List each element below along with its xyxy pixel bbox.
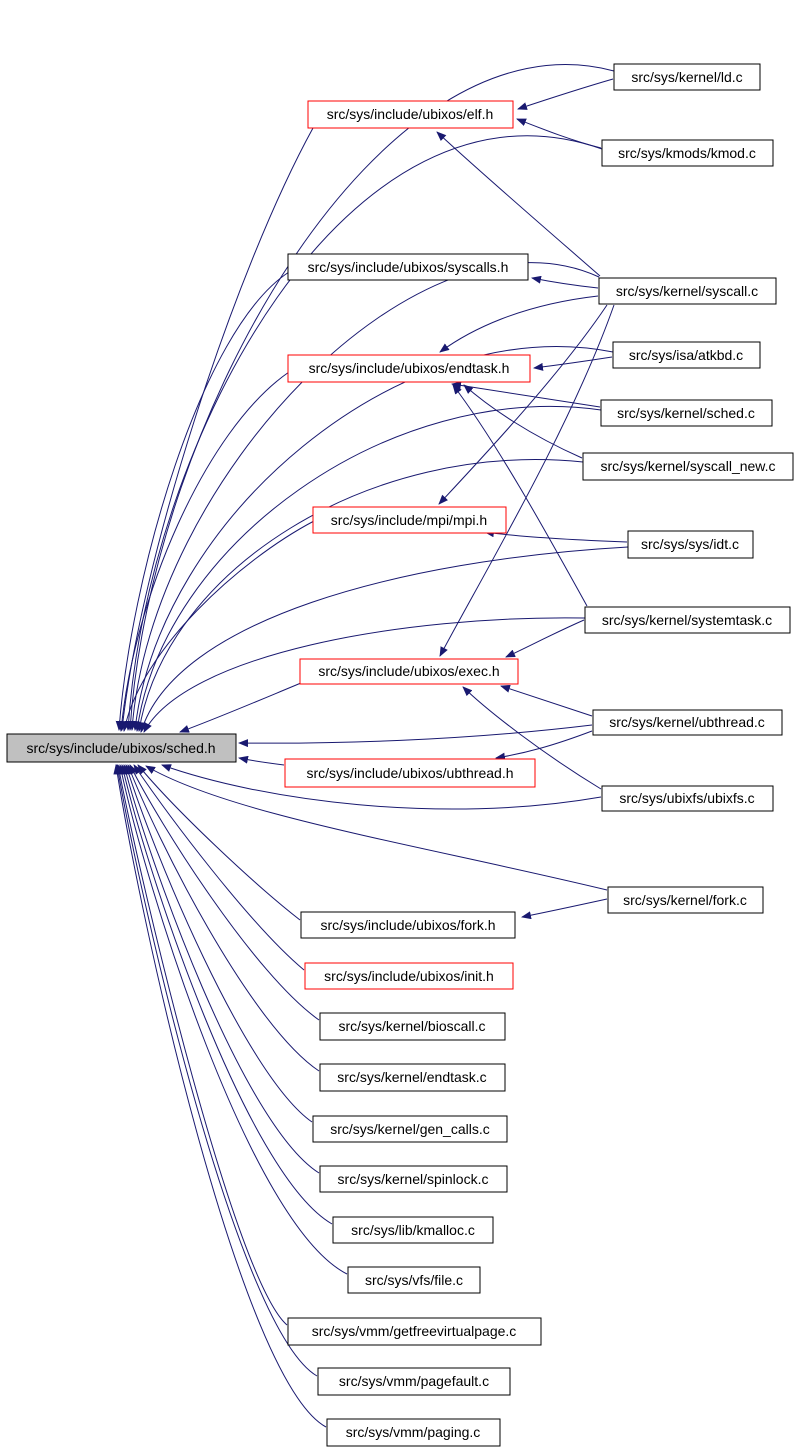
node-kmod-c[interactable] <box>602 140 773 166</box>
edge-ldc-to-elfh <box>518 79 613 109</box>
node-label: src/sys/kernel/ubthread.c <box>609 714 765 730</box>
node-label: src/sys/kernel/syscall.c <box>615 283 759 299</box>
edge-atkbdc-to-endtaskh <box>534 357 612 368</box>
node-syscall-new-c[interactable] <box>583 453 793 480</box>
edge-spinlockc-to-schedh <box>124 765 319 1173</box>
edge-kmodc-to-schedh <box>128 136 602 730</box>
node-label: src/sys/ubixfs/ubixfs.c <box>619 790 755 806</box>
node-endtask-c[interactable] <box>320 1064 505 1091</box>
node-label: src/sys/kernel/bioscall.c <box>338 1018 486 1034</box>
node-bioscall-c[interactable] <box>320 1013 505 1040</box>
edge-ubthreadc-to-exech <box>501 686 592 716</box>
node-label: src/sys/include/ubixos/syscalls.h <box>307 259 509 275</box>
node-endtask-h[interactable] <box>288 355 530 382</box>
edge-exech-to-schedh <box>180 683 301 732</box>
node-label: src/sys/kmods/kmod.c <box>618 145 756 161</box>
node-sched-h-main[interactable] <box>7 734 236 762</box>
edge-endtaskc-to-schedh <box>128 765 319 1071</box>
node-label: src/sys/include/ubixos/init.h <box>324 968 494 984</box>
node-label: src/sys/sys/idt.c <box>640 536 740 552</box>
edge-syscallnewc-to-schedh <box>139 460 583 731</box>
node-label: src/sys/kernel/sched.c <box>617 405 755 421</box>
node-ubixfs-c[interactable] <box>602 786 773 811</box>
edge-ubthreadc-to-ubthreadh <box>496 731 592 758</box>
node-atkbd-c[interactable] <box>613 342 760 368</box>
node-init-h[interactable] <box>305 963 513 989</box>
edge-ubthreadh-to-schedh <box>239 758 284 765</box>
node-label: src/sys/kernel/endtask.c <box>337 1069 487 1085</box>
node-file-c[interactable] <box>348 1267 480 1293</box>
edge-forkc-to-forkh <box>522 899 607 917</box>
node-label: src/sys/include/ubixos/exec.h <box>318 663 500 679</box>
edge-kmodc-to-elfh <box>517 119 601 148</box>
node-label: src/sys/vmm/paging.c <box>345 1424 481 1440</box>
node-pagefault-c[interactable] <box>318 1368 510 1395</box>
node-label: src/sys/include/mpi/mpi.h <box>330 512 488 528</box>
edge-syscallc-to-syscallsh <box>532 278 598 288</box>
node-ubthread-h[interactable] <box>285 759 535 787</box>
node-label: src/sys/isa/atkbd.c <box>628 347 744 363</box>
node-sched-c[interactable] <box>601 400 772 426</box>
edge-syscallsh-to-schedh <box>119 272 289 730</box>
node-kmalloc-c[interactable] <box>333 1217 493 1243</box>
node-label: src/sys/kernel/gen_calls.c <box>330 1121 490 1137</box>
node-label: src/sys/vfs/file.c <box>364 1272 464 1288</box>
node-label: src/sys/kernel/fork.c <box>623 892 747 908</box>
node-label: src/sys/include/ubixos/fork.h <box>320 917 496 933</box>
edge-syscallc-to-endtaskh <box>440 296 598 352</box>
node-layer <box>7 64 793 1446</box>
node-ubthread-c[interactable] <box>593 710 782 735</box>
node-fork-h[interactable] <box>301 912 515 938</box>
node-fork-c[interactable] <box>608 887 763 913</box>
edge-ubthreadc-to-schedh <box>239 725 592 743</box>
node-syscall-c[interactable] <box>599 278 776 304</box>
node-exec-h[interactable] <box>300 659 518 684</box>
node-spinlock-c[interactable] <box>320 1166 507 1192</box>
node-getfreevirtualpage-c[interactable] <box>288 1318 541 1345</box>
node-syscalls-h[interactable] <box>288 254 528 280</box>
node-systemtask-c[interactable] <box>585 607 790 633</box>
node-label: src/sys/kernel/systemtask.c <box>601 612 773 628</box>
node-label: src/sys/include/ubixos/elf.h <box>326 106 494 122</box>
node-label: src/sys/kernel/spinlock.c <box>337 1171 489 1187</box>
node-label: src/sys/kernel/ld.c <box>631 69 743 85</box>
edge-schedc-to-endtaskh <box>452 384 600 407</box>
node-label: src/sys/lib/kmalloc.c <box>351 1222 475 1238</box>
node-gen-calls-c[interactable] <box>313 1116 507 1142</box>
node-label: src/sys/vmm/pagefault.c <box>338 1373 490 1389</box>
node-paging-c[interactable] <box>327 1419 500 1446</box>
edge-systemtaskc-to-endtaskh <box>453 385 587 606</box>
node-label: src/sys/kernel/syscall_new.c <box>600 458 776 474</box>
edge-gfvpc-to-schedh <box>118 765 287 1325</box>
node-label: src/sys/include/ubixos/ubthread.h <box>306 765 514 781</box>
node-elf-h[interactable] <box>308 101 513 128</box>
edge-elfh-to-schedh <box>122 128 313 730</box>
node-label: src/sys/include/ubixos/sched.h <box>26 740 216 756</box>
node-label: src/sys/vmm/getfreevirtualpage.c <box>311 1323 517 1339</box>
edge-kmallocc-to-schedh <box>122 765 332 1224</box>
node-label: src/sys/include/ubixos/endtask.h <box>308 360 510 376</box>
edge-ldc-to-schedh <box>130 65 614 730</box>
edge-inith-to-schedh <box>134 765 304 970</box>
edge-bioscallc-to-schedh <box>130 765 319 1020</box>
node-idt-c[interactable] <box>628 531 753 558</box>
node-mpi-h[interactable] <box>313 507 506 533</box>
edge-systemtaskc-to-exech <box>506 620 584 657</box>
edge-filec-to-schedh <box>120 765 347 1274</box>
node-ld-c[interactable] <box>614 64 760 90</box>
